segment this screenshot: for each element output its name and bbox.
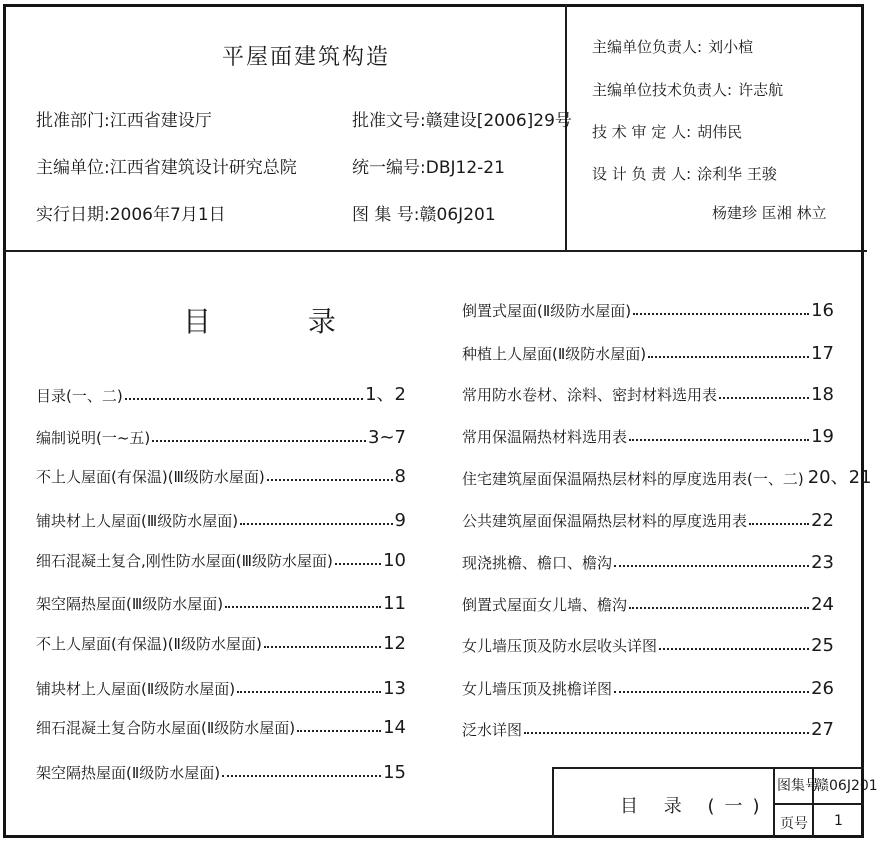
approval-doc [352, 106, 572, 131]
toc-entry-page: 1、2 [365, 384, 406, 405]
toc-leader-dots [614, 691, 809, 693]
chief-unit [36, 153, 297, 178]
unified-number-label: 统一编号: [352, 158, 426, 178]
toc-entry-title: 常用防水卷材、涂料、密封材料选用表 [462, 386, 718, 404]
responsible-label: 主编单位技术负责人: [592, 81, 733, 99]
toc-entry[interactable] [36, 588, 406, 614]
toc-leader-dots [297, 730, 381, 732]
toc-entry-page: 20、21 [807, 467, 872, 488]
toc-entry[interactable] [36, 422, 406, 448]
toc-entry-title: 现浇挑檐、檐口、檐沟 [462, 554, 613, 572]
toc-entry-page: 3~7 [368, 427, 406, 448]
toc-entry-title: 目录(一、二) [36, 387, 123, 405]
toc-entry-page: 17 [811, 343, 834, 364]
responsible-name: 胡伟民 [697, 123, 743, 141]
toc-leader-dots [152, 440, 366, 442]
toc-entry-page: 26 [811, 678, 834, 699]
toc-entry-title: 泛水详图 [462, 721, 523, 739]
responsible-name: 刘小楦 [708, 38, 754, 56]
approval-dept [36, 106, 212, 131]
toc-entry[interactable] [36, 461, 406, 487]
toc-entry[interactable] [36, 712, 406, 738]
toc-leader-dots [264, 646, 381, 648]
header-divider [3, 250, 867, 252]
toc-entry[interactable] [36, 757, 406, 783]
toc-entry[interactable] [462, 505, 834, 531]
atlas-title: 平屋面建筑构造 [222, 45, 391, 70]
toc-leader-dots [719, 397, 809, 399]
chief-unit-label: 主编单位: [36, 158, 110, 178]
toc-leader-dots [335, 563, 381, 565]
toc-entry-title: 倒置式屋面女儿墙、檐沟 [462, 596, 628, 614]
toc-entry[interactable] [36, 505, 406, 531]
toc-title: 目 录 [183, 305, 380, 338]
responsible-row [592, 163, 777, 184]
toc-leader-dots [659, 648, 809, 650]
title-block-divider [773, 803, 864, 805]
page-value: 1 [834, 813, 843, 829]
responsible-name: 涂利华 王骏 [697, 165, 777, 183]
toc-entry[interactable] [36, 545, 406, 571]
toc-leader-dots [648, 356, 809, 358]
toc-entry[interactable] [36, 673, 406, 699]
effective-date-label: 实行日期: [36, 205, 110, 225]
toc-entry-title: 细石混凝土复合,刚性防水屋面(Ⅲ级防水屋面) [36, 552, 333, 570]
toc-leader-dots [225, 606, 381, 608]
toc-entry-page: 24 [811, 594, 834, 615]
toc-entry-page: 15 [383, 762, 406, 783]
toc-entry[interactable] [462, 379, 834, 405]
approval-doc-label: 批准文号: [352, 111, 426, 131]
approval-dept-label: 批准部门: [36, 111, 110, 131]
toc-entry[interactable] [36, 628, 406, 654]
chief-unit-value: 江西省建筑设计研究总院 [109, 158, 297, 178]
atlas-number-label: 图 集 号: [352, 205, 420, 225]
toc-entry[interactable] [36, 380, 406, 406]
toc-entry-title: 住宅建筑屋面保温隔热层材料的厚度选用表(一、二) [462, 470, 804, 488]
unified-number [352, 153, 505, 178]
responsible-additional-names: 杨建珍 匡湘 林立 [712, 204, 827, 222]
toc-entry-title: 铺块材上人屋面(Ⅱ级防水屋面) [36, 680, 236, 698]
toc-entry-title: 架空隔热屋面(Ⅱ级防水屋面) [36, 764, 221, 782]
toc-leader-dots [633, 313, 809, 315]
toc-entry-title: 常用保温隔热材料选用表 [462, 428, 628, 446]
toc-entry-title: 不上人屋面(有保温)(Ⅱ级防水屋面) [36, 635, 262, 653]
toc-entry-page: 13 [383, 678, 406, 699]
toc-entry-page: 19 [811, 426, 834, 447]
atlas-label: 图集号 [777, 778, 819, 794]
toc-leader-dots [125, 398, 363, 400]
toc-leader-dots [629, 607, 809, 609]
toc-leader-dots [267, 479, 393, 481]
toc-entry[interactable] [462, 463, 872, 489]
toc-entry[interactable] [462, 338, 834, 364]
page-label: 页号 [780, 816, 808, 832]
toc-entry-title: 铺块材上人屋面(Ⅲ级防水屋面) [36, 512, 239, 530]
atlas-number-value: 赣06J201 [419, 205, 496, 225]
toc-entry-page: 18 [811, 384, 834, 405]
responsible-row [592, 79, 783, 100]
toc-entry[interactable] [462, 714, 834, 740]
toc-entry[interactable] [462, 421, 834, 447]
sheet-title: 目 录 (一) [620, 796, 770, 817]
toc-entry-page: 8 [394, 466, 406, 487]
toc-leader-dots [237, 691, 381, 693]
approval-doc-value: 赣建设[2006]29号 [425, 111, 572, 131]
responsible-row [592, 121, 742, 142]
toc-leader-dots [524, 732, 809, 734]
unified-number-value: DBJ12-21 [425, 158, 505, 178]
toc-entry-title: 种植上人屋面(Ⅱ级防水屋面) [462, 345, 647, 363]
toc-entry-title: 女儿墙压顶及挑檐详图 [462, 680, 613, 698]
responsible-row [592, 36, 753, 57]
effective-date [36, 200, 226, 225]
toc-leader-dots [749, 523, 809, 525]
toc-entry-title: 女儿墙压顶及防水层收头详图 [462, 637, 658, 655]
toc-entry[interactable] [462, 673, 834, 699]
toc-entry-title: 公共建筑屋面保温隔热层材料的厚度选用表 [462, 512, 748, 530]
responsible-label: 技 术 审 定 人: [592, 123, 692, 141]
toc-entry[interactable] [462, 547, 834, 573]
atlas-value: 赣06J201 [815, 778, 878, 794]
toc-entry[interactable] [462, 295, 834, 321]
atlas-number [352, 200, 496, 225]
toc-entry-page: 16 [811, 300, 834, 321]
toc-entry-page: 12 [383, 633, 406, 654]
toc-leader-dots [614, 565, 809, 567]
toc-entry-title: 架空隔热屋面(Ⅲ级防水屋面) [36, 595, 224, 613]
effective-date-value: 2006年7月1日 [109, 205, 226, 225]
responsible-label: 主编单位负责人: [592, 38, 703, 56]
approval-dept-value: 江西省建设厅 [109, 111, 212, 131]
toc-entry-page: 22 [811, 510, 834, 531]
toc-entry-title: 编制说明(一~五) [36, 429, 151, 447]
responsible-name: 许志航 [738, 81, 784, 99]
toc-entry-title: 倒置式屋面(Ⅱ级防水屋面) [462, 302, 632, 320]
toc-leader-dots [222, 775, 381, 777]
responsible-label: 设 计 负 责 人: [592, 165, 692, 183]
toc-entry[interactable] [462, 630, 834, 656]
toc-entry-page: 9 [394, 510, 406, 531]
toc-entry-title: 细石混凝土复合防水屋面(Ⅱ级防水屋面) [36, 719, 296, 737]
toc-leader-dots [240, 523, 392, 525]
toc-entry-page: 27 [811, 719, 834, 740]
toc-leader-dots [629, 439, 809, 441]
toc-entry-page: 23 [811, 552, 834, 573]
toc-entry-page: 25 [811, 635, 834, 656]
toc-entry[interactable] [462, 589, 834, 615]
toc-entry-page: 10 [383, 550, 406, 571]
toc-entry-page: 14 [383, 717, 406, 738]
toc-entry-page: 11 [383, 593, 406, 614]
toc-entry-title: 不上人屋面(有保温)(Ⅲ级防水屋面) [36, 468, 265, 486]
